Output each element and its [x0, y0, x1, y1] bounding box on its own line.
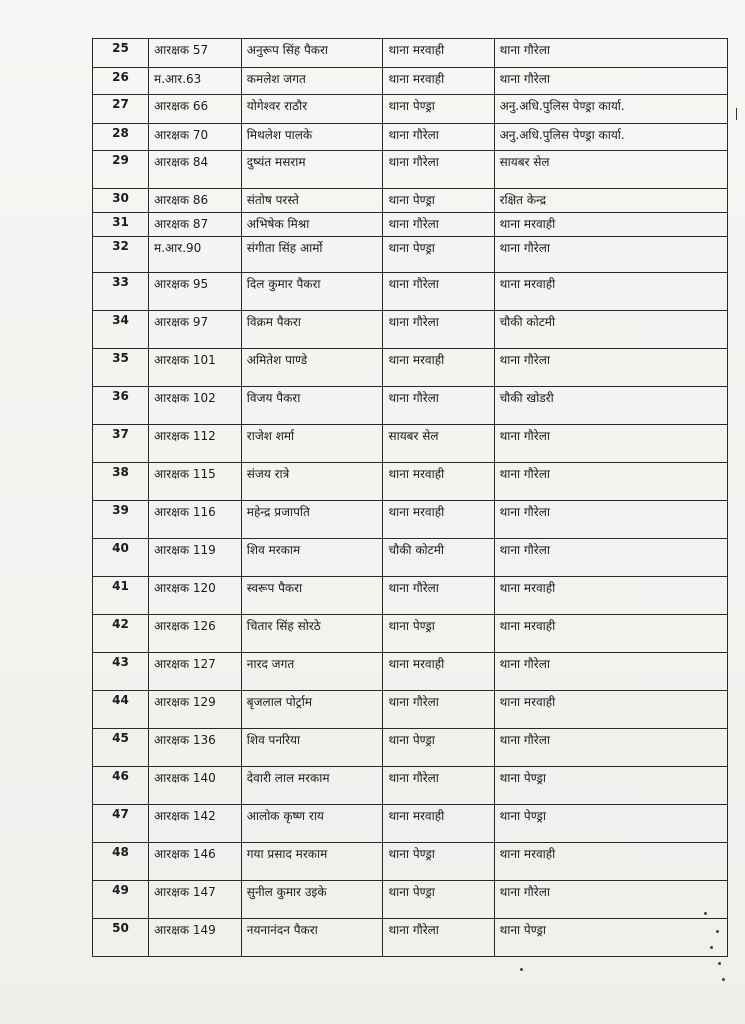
rank-cell: आरक्षक 86: [149, 189, 242, 213]
from-station-cell: थाना मरवाही: [383, 653, 494, 691]
rank-cell: आरक्षक 87: [149, 213, 242, 237]
rank-cell: आरक्षक 66: [149, 95, 242, 124]
to-station-cell: थाना गौरेला: [494, 539, 727, 577]
rank-cell: म.आर.63: [149, 68, 242, 95]
table-row: [93, 151, 728, 189]
table-row: [93, 237, 728, 273]
serial-number-cell: 45: [93, 729, 149, 767]
to-station-cell: थाना गौरेला: [494, 237, 727, 273]
table-row: [93, 501, 728, 539]
scan-speck: [704, 912, 707, 915]
name-cell: विक्रम पैकरा: [241, 311, 383, 349]
name-cell: विजय पैकरा: [241, 387, 383, 425]
from-station-cell: थाना मरवाही: [383, 805, 494, 843]
serial-number-cell: 26: [93, 68, 149, 95]
name-cell: संजय रात्रे: [241, 463, 383, 501]
serial-number-cell: 38: [93, 463, 149, 501]
table-row: [93, 729, 728, 767]
serial-number-cell: 39: [93, 501, 149, 539]
from-station-cell: थाना गौरेला: [383, 311, 494, 349]
name-cell: मिथलेश पालके: [241, 124, 383, 151]
to-station-cell: थाना मरवाही: [494, 843, 727, 881]
serial-number-cell: 49: [93, 881, 149, 919]
to-station-cell: थाना मरवाही: [494, 213, 727, 237]
name-cell: शिव मरकाम: [241, 539, 383, 577]
name-cell: कमलेश जगत: [241, 68, 383, 95]
scan-speck: [716, 930, 719, 933]
serial-number-cell: 40: [93, 539, 149, 577]
rank-cell: आरक्षक 101: [149, 349, 242, 387]
table-row: [93, 767, 728, 805]
serial-number-cell: 44: [93, 691, 149, 729]
to-station-cell: थाना पेण्ड्रा: [494, 919, 727, 957]
serial-number-cell: 48: [93, 843, 149, 881]
rank-cell: आरक्षक 97: [149, 311, 242, 349]
rank-cell: आरक्षक 102: [149, 387, 242, 425]
to-station-cell: थाना मरवाही: [494, 577, 727, 615]
name-cell: संतोष परस्ते: [241, 189, 383, 213]
table-row: [93, 463, 728, 501]
rank-cell: आरक्षक 70: [149, 124, 242, 151]
table-row: [93, 577, 728, 615]
table-row: [93, 805, 728, 843]
name-cell: राजेश शर्मा: [241, 425, 383, 463]
from-station-cell: थाना पेण्ड्रा: [383, 237, 494, 273]
to-station-cell: सायबर सेल: [494, 151, 727, 189]
to-station-cell: थाना गौरेला: [494, 881, 727, 919]
from-station-cell: थाना गौरेला: [383, 577, 494, 615]
from-station-cell: थाना गौरेला: [383, 124, 494, 151]
from-station-cell: थाना पेण्ड्रा: [383, 729, 494, 767]
from-station-cell: थाना गौरेला: [383, 767, 494, 805]
to-station-cell: थाना गौरेला: [494, 68, 727, 95]
name-cell: अमितेश पाण्डे: [241, 349, 383, 387]
table-row: [93, 311, 728, 349]
to-station-cell: थाना गौरेला: [494, 653, 727, 691]
serial-number-cell: 36: [93, 387, 149, 425]
rank-cell: आरक्षक 147: [149, 881, 242, 919]
name-cell: महेन्द्र प्रजापति: [241, 501, 383, 539]
name-cell: अभिषेक मिश्रा: [241, 213, 383, 237]
name-cell: सुनील कुमार उइके: [241, 881, 383, 919]
name-cell: स्वरूप पैकरा: [241, 577, 383, 615]
to-station-cell: थाना गौरेला: [494, 463, 727, 501]
from-station-cell: थाना मरवाही: [383, 68, 494, 95]
serial-number-cell: 31: [93, 213, 149, 237]
rank-cell: आरक्षक 57: [149, 39, 242, 68]
to-station-cell: थाना गौरेला: [494, 501, 727, 539]
rank-cell: आरक्षक 120: [149, 577, 242, 615]
to-station-cell: रक्षित केन्द्र: [494, 189, 727, 213]
from-station-cell: थाना गौरेला: [383, 919, 494, 957]
table-row: [93, 39, 728, 68]
table-row: [93, 349, 728, 387]
name-cell: शिव पनरिया: [241, 729, 383, 767]
table-row: [93, 95, 728, 124]
from-station-cell: थाना गौरेला: [383, 387, 494, 425]
from-station-cell: थाना पेण्ड्रा: [383, 189, 494, 213]
to-station-cell: थाना गौरेला: [494, 729, 727, 767]
scan-mark: [736, 108, 737, 120]
table-row: [93, 691, 728, 729]
serial-number-cell: 25: [93, 39, 149, 68]
serial-number-cell: 30: [93, 189, 149, 213]
name-cell: गया प्रसाद मरकाम: [241, 843, 383, 881]
from-station-cell: थाना पेण्ड्रा: [383, 881, 494, 919]
from-station-cell: चौकी कोटमी: [383, 539, 494, 577]
serial-number-cell: 29: [93, 151, 149, 189]
table-row: [93, 273, 728, 311]
name-cell: दुष्यंत मसराम: [241, 151, 383, 189]
table-row: [93, 881, 728, 919]
serial-number-cell: 47: [93, 805, 149, 843]
serial-number-cell: 35: [93, 349, 149, 387]
table-row: [93, 615, 728, 653]
table-row: [93, 653, 728, 691]
from-station-cell: थाना गौरेला: [383, 213, 494, 237]
to-station-cell: थाना मरवाही: [494, 273, 727, 311]
serial-number-cell: 28: [93, 124, 149, 151]
from-station-cell: थाना गौरेला: [383, 151, 494, 189]
from-station-cell: थाना मरवाही: [383, 39, 494, 68]
rank-cell: आरक्षक 126: [149, 615, 242, 653]
transfer-table: [92, 38, 728, 957]
rank-cell: आरक्षक 119: [149, 539, 242, 577]
rank-cell: आरक्षक 127: [149, 653, 242, 691]
to-station-cell: थाना गौरेला: [494, 39, 727, 68]
to-station-cell: चौकी कोटमी: [494, 311, 727, 349]
to-station-cell: अनु.अधि.पुलिस पेण्ड्रा कार्या.: [494, 95, 727, 124]
scan-speck: [710, 946, 713, 949]
name-cell: देवारी लाल मरकाम: [241, 767, 383, 805]
serial-number-cell: 27: [93, 95, 149, 124]
to-station-cell: थाना गौरेला: [494, 349, 727, 387]
from-station-cell: सायबर सेल: [383, 425, 494, 463]
from-station-cell: थाना मरवाही: [383, 463, 494, 501]
to-station-cell: अनु.अधि.पुलिस पेण्ड्रा कार्या.: [494, 124, 727, 151]
table-row: [93, 539, 728, 577]
rank-cell: आरक्षक 129: [149, 691, 242, 729]
serial-number-cell: 37: [93, 425, 149, 463]
rank-cell: आरक्षक 95: [149, 273, 242, 311]
rank-cell: म.आर.90: [149, 237, 242, 273]
serial-number-cell: 32: [93, 237, 149, 273]
to-station-cell: थाना पेण्ड्रा: [494, 767, 727, 805]
serial-number-cell: 41: [93, 577, 149, 615]
rank-cell: आरक्षक 146: [149, 843, 242, 881]
rank-cell: आरक्षक 140: [149, 767, 242, 805]
scan-speck: [718, 962, 721, 965]
table-row: [93, 843, 728, 881]
name-cell: संगीता सिंह आर्मो: [241, 237, 383, 273]
from-station-cell: थाना पेण्ड्रा: [383, 615, 494, 653]
rank-cell: आरक्षक 116: [149, 501, 242, 539]
name-cell: योगेश्वर राठौर: [241, 95, 383, 124]
from-station-cell: थाना पेण्ड्रा: [383, 95, 494, 124]
rank-cell: आरक्षक 84: [149, 151, 242, 189]
serial-number-cell: 42: [93, 615, 149, 653]
serial-number-cell: 50: [93, 919, 149, 957]
name-cell: नयनानंदन पैकरा: [241, 919, 383, 957]
transfer-table-body: [93, 39, 728, 957]
rank-cell: आरक्षक 149: [149, 919, 242, 957]
scan-speck: [520, 968, 523, 971]
name-cell: अनुरूप सिंह पैकरा: [241, 39, 383, 68]
table-row: [93, 213, 728, 237]
scan-speck: [722, 978, 725, 981]
table-row: [93, 68, 728, 95]
from-station-cell: थाना मरवाही: [383, 349, 494, 387]
table-row: [93, 189, 728, 213]
table-row: [93, 425, 728, 463]
name-cell: नारद जगत: [241, 653, 383, 691]
to-station-cell: थाना गौरेला: [494, 425, 727, 463]
to-station-cell: थाना पेण्ड्रा: [494, 805, 727, 843]
to-station-cell: चौकी खोडरी: [494, 387, 727, 425]
name-cell: दिल कुमार पैकरा: [241, 273, 383, 311]
table-row: [93, 919, 728, 957]
rank-cell: आरक्षक 142: [149, 805, 242, 843]
from-station-cell: थाना मरवाही: [383, 501, 494, 539]
to-station-cell: थाना मरवाही: [494, 691, 727, 729]
serial-number-cell: 46: [93, 767, 149, 805]
name-cell: चितार सिंह सोरठे: [241, 615, 383, 653]
serial-number-cell: 43: [93, 653, 149, 691]
name-cell: बृजलाल पोर्ट्राम: [241, 691, 383, 729]
serial-number-cell: 34: [93, 311, 149, 349]
from-station-cell: थाना गौरेला: [383, 273, 494, 311]
table-row: [93, 387, 728, 425]
serial-number-cell: 33: [93, 273, 149, 311]
rank-cell: आरक्षक 115: [149, 463, 242, 501]
table-row: [93, 124, 728, 151]
to-station-cell: थाना मरवाही: [494, 615, 727, 653]
from-station-cell: थाना पेण्ड्रा: [383, 843, 494, 881]
name-cell: आलोक कृष्ण राय: [241, 805, 383, 843]
rank-cell: आरक्षक 136: [149, 729, 242, 767]
rank-cell: आरक्षक 112: [149, 425, 242, 463]
from-station-cell: थाना गौरेला: [383, 691, 494, 729]
